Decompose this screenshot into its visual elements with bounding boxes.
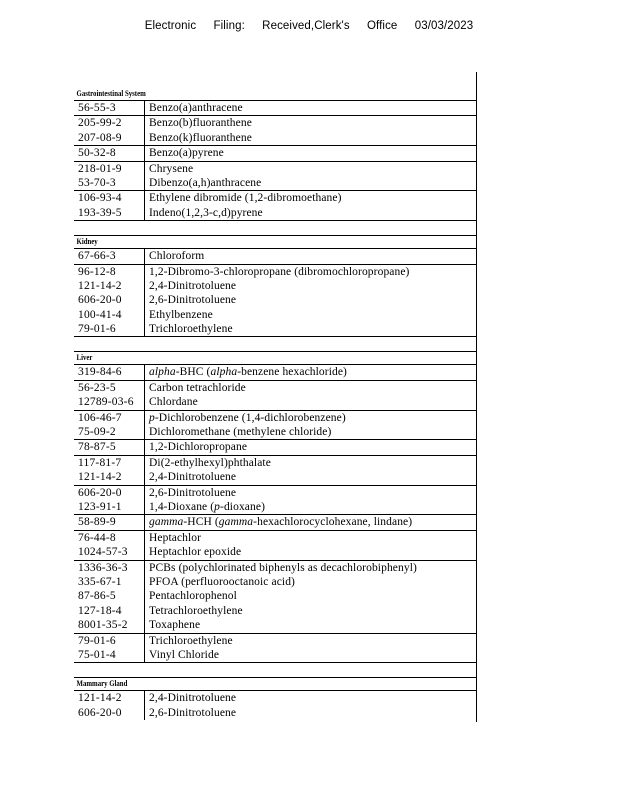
filing-header	[0, 20, 618, 32]
chemical-name: 2,4-Dinitrotoluene	[144, 470, 477, 484]
table-row	[74, 706, 477, 720]
chemical-name: Heptachlor epoxide	[144, 545, 477, 559]
table-row	[74, 395, 477, 409]
table-row	[74, 116, 477, 130]
table-row	[74, 411, 477, 425]
header-word: Office	[367, 20, 398, 32]
table-row	[74, 500, 477, 514]
chemical-name: Ethylbenzene	[144, 308, 477, 322]
chemical-name: Heptachlor	[144, 531, 477, 545]
table-row	[74, 265, 477, 279]
table-row	[74, 470, 477, 484]
table-row	[74, 589, 477, 603]
table-row	[74, 191, 477, 205]
table-row	[74, 561, 477, 575]
cas-number: 78-87-5	[78, 441, 116, 454]
table-row	[74, 365, 477, 379]
chemical-name: Indeno(1,2,3-c,d)pyrene	[144, 206, 477, 220]
row-divider	[74, 720, 477, 721]
table-row	[74, 634, 477, 648]
header-word: Electronic	[144, 20, 197, 32]
table-row	[74, 456, 477, 470]
table-row	[74, 545, 477, 559]
section-gastrointestinal-system	[74, 88, 477, 236]
cas-number: 79-01-6	[78, 634, 116, 647]
chemical-name: Pentachlorophenol	[144, 589, 477, 603]
header-date: 03/03/2023	[414, 20, 474, 32]
chemical-name: Dibenzo(a,h)anthracene	[144, 176, 477, 190]
cas-number: 121-14-2	[78, 692, 122, 705]
table-row	[74, 249, 477, 263]
chemical-name: gamma-HCH (gamma-hexachlorocyclohexane, lindane)	[144, 515, 477, 529]
cas-number: 205-99-2	[78, 117, 122, 130]
cas-number: 1336-36-3	[78, 561, 128, 574]
cas-number: 87-86-5	[78, 590, 116, 603]
section-title: Liver	[76, 353, 93, 363]
cas-number: 123-91-1	[78, 500, 122, 513]
cas-number: 606-20-0	[78, 486, 122, 499]
section-gap	[74, 663, 477, 677]
section-title: Gastrointestinal System	[76, 89, 146, 98]
cas-number: 106-93-4	[78, 192, 122, 205]
table-row	[74, 486, 477, 500]
cas-number: 100-41-4	[78, 308, 122, 321]
section-gap	[74, 221, 477, 235]
header-word: Filing:	[213, 20, 245, 32]
cas-number: 106-46-7	[78, 411, 122, 424]
chemical-name: Benzo(k)fluoranthene	[144, 131, 477, 145]
cas-number: 1024-57-3	[78, 546, 128, 559]
cas-number: 127-18-4	[78, 604, 122, 617]
chemical-name: 1,4-Dioxane (p-dioxane)	[144, 500, 477, 514]
chemical-name: Benzo(b)fluoranthene	[144, 116, 477, 130]
chemical-name: 2,6-Dinitrotoluene	[144, 293, 477, 307]
section-liver	[74, 352, 477, 678]
table-row	[74, 381, 477, 395]
cas-number: 56-55-3	[78, 102, 116, 114]
chemical-name: PFOA (perfluorooctanoic acid)	[144, 575, 477, 589]
chemical-name: Ethylene dibromide (1,2-dibromoethane)	[144, 191, 477, 205]
cas-number: 12789-03-6	[78, 396, 134, 409]
section-gap	[74, 337, 477, 351]
cas-number: 207-08-9	[78, 131, 122, 144]
table-row	[74, 604, 477, 618]
chemical-name: 1,2-Dichloropropane	[144, 440, 477, 454]
cas-number: 8001-35-2	[78, 619, 128, 632]
chemical-name: p-Dichlorobenzene (1,4-dichlorobenzene)	[144, 411, 477, 425]
cas-number: 58-89-9	[78, 516, 116, 529]
chemical-name: Tetrachloroethylene	[144, 604, 477, 618]
table-row	[74, 648, 477, 662]
section-title: Mammary Gland	[76, 679, 128, 689]
chemical-name: Chloroform	[144, 249, 477, 263]
table-row	[74, 176, 477, 190]
table-row	[74, 206, 477, 220]
cas-number: 606-20-0	[78, 294, 122, 307]
cas-number: 218-01-9	[78, 162, 122, 175]
cas-number: 96-12-8	[78, 265, 116, 278]
table-row	[74, 308, 477, 322]
section-kidney	[74, 236, 477, 352]
cas-number: 76-44-8	[78, 531, 116, 544]
chemical-name: 2,4-Dinitrotoluene	[144, 691, 477, 705]
cas-number: 335-67-1	[78, 575, 122, 588]
chemical-name: Di(2-ethylhexyl)phthalate	[144, 456, 477, 470]
table-row	[74, 146, 477, 160]
table-row	[74, 322, 477, 336]
table-row	[74, 531, 477, 545]
table-row	[74, 515, 477, 529]
chemical-name: Trichloroethylene	[144, 634, 477, 648]
chemical-name: Benzo(a)anthracene	[144, 101, 477, 115]
chemical-name: Toxaphene	[144, 618, 477, 632]
section-title: Kidney	[76, 237, 98, 247]
cas-number: 319-84-6	[78, 366, 122, 379]
cas-number: 67-66-3	[78, 250, 116, 263]
section-mammary-gland	[74, 678, 477, 721]
cas-number: 121-14-2	[78, 279, 122, 292]
table-row	[74, 101, 477, 115]
chemical-name: Benzo(a)pyrene	[144, 146, 477, 160]
table-row	[74, 691, 477, 705]
chemical-name: alpha-BHC (alpha-benzene hexachloride)	[144, 365, 477, 379]
cas-number: 75-01-4	[78, 648, 116, 661]
cas-number: 56-23-5	[78, 381, 116, 394]
cas-number: 75-09-2	[78, 426, 116, 439]
chemical-name: Trichloroethylene	[144, 322, 477, 336]
chemical-name: Chlordane	[144, 395, 477, 409]
chemical-name: 2,6-Dinitrotoluene	[144, 706, 477, 720]
chemical-table	[74, 88, 477, 721]
chemical-name: Dichloromethane (methylene chloride)	[144, 425, 477, 439]
chemical-name: Vinyl Chloride	[144, 648, 477, 662]
cas-number: 117-81-7	[78, 456, 122, 469]
chemical-name: PCBs (polychlorinated biphenyls as decachlorobiphenyl)	[144, 561, 477, 575]
cas-number: 193-39-5	[78, 206, 122, 219]
chemical-name: 1,2-Dibromo-3-chloropropane (dibromochloropropane)	[144, 265, 477, 279]
table-row	[74, 293, 477, 307]
table-row	[74, 425, 477, 439]
cas-number: 79-01-6	[78, 323, 116, 336]
chemical-name: 2,4-Dinitrotoluene	[144, 279, 477, 293]
table-row	[74, 131, 477, 145]
chemical-name: Carbon tetrachloride	[144, 381, 477, 395]
table-row	[74, 279, 477, 293]
chemical-name: Chrysene	[144, 162, 477, 176]
cas-number: 606-20-0	[78, 706, 122, 719]
table-row	[74, 575, 477, 589]
table-row	[74, 440, 477, 454]
header-word: Received,Clerk's	[262, 20, 350, 32]
cas-number: 121-14-2	[78, 471, 122, 484]
chemical-name: 2,6-Dinitrotoluene	[144, 486, 477, 500]
table-row	[74, 618, 477, 632]
table-row	[74, 162, 477, 176]
cas-number: 50-32-8	[78, 147, 116, 160]
cas-number: 53-70-3	[78, 176, 116, 189]
